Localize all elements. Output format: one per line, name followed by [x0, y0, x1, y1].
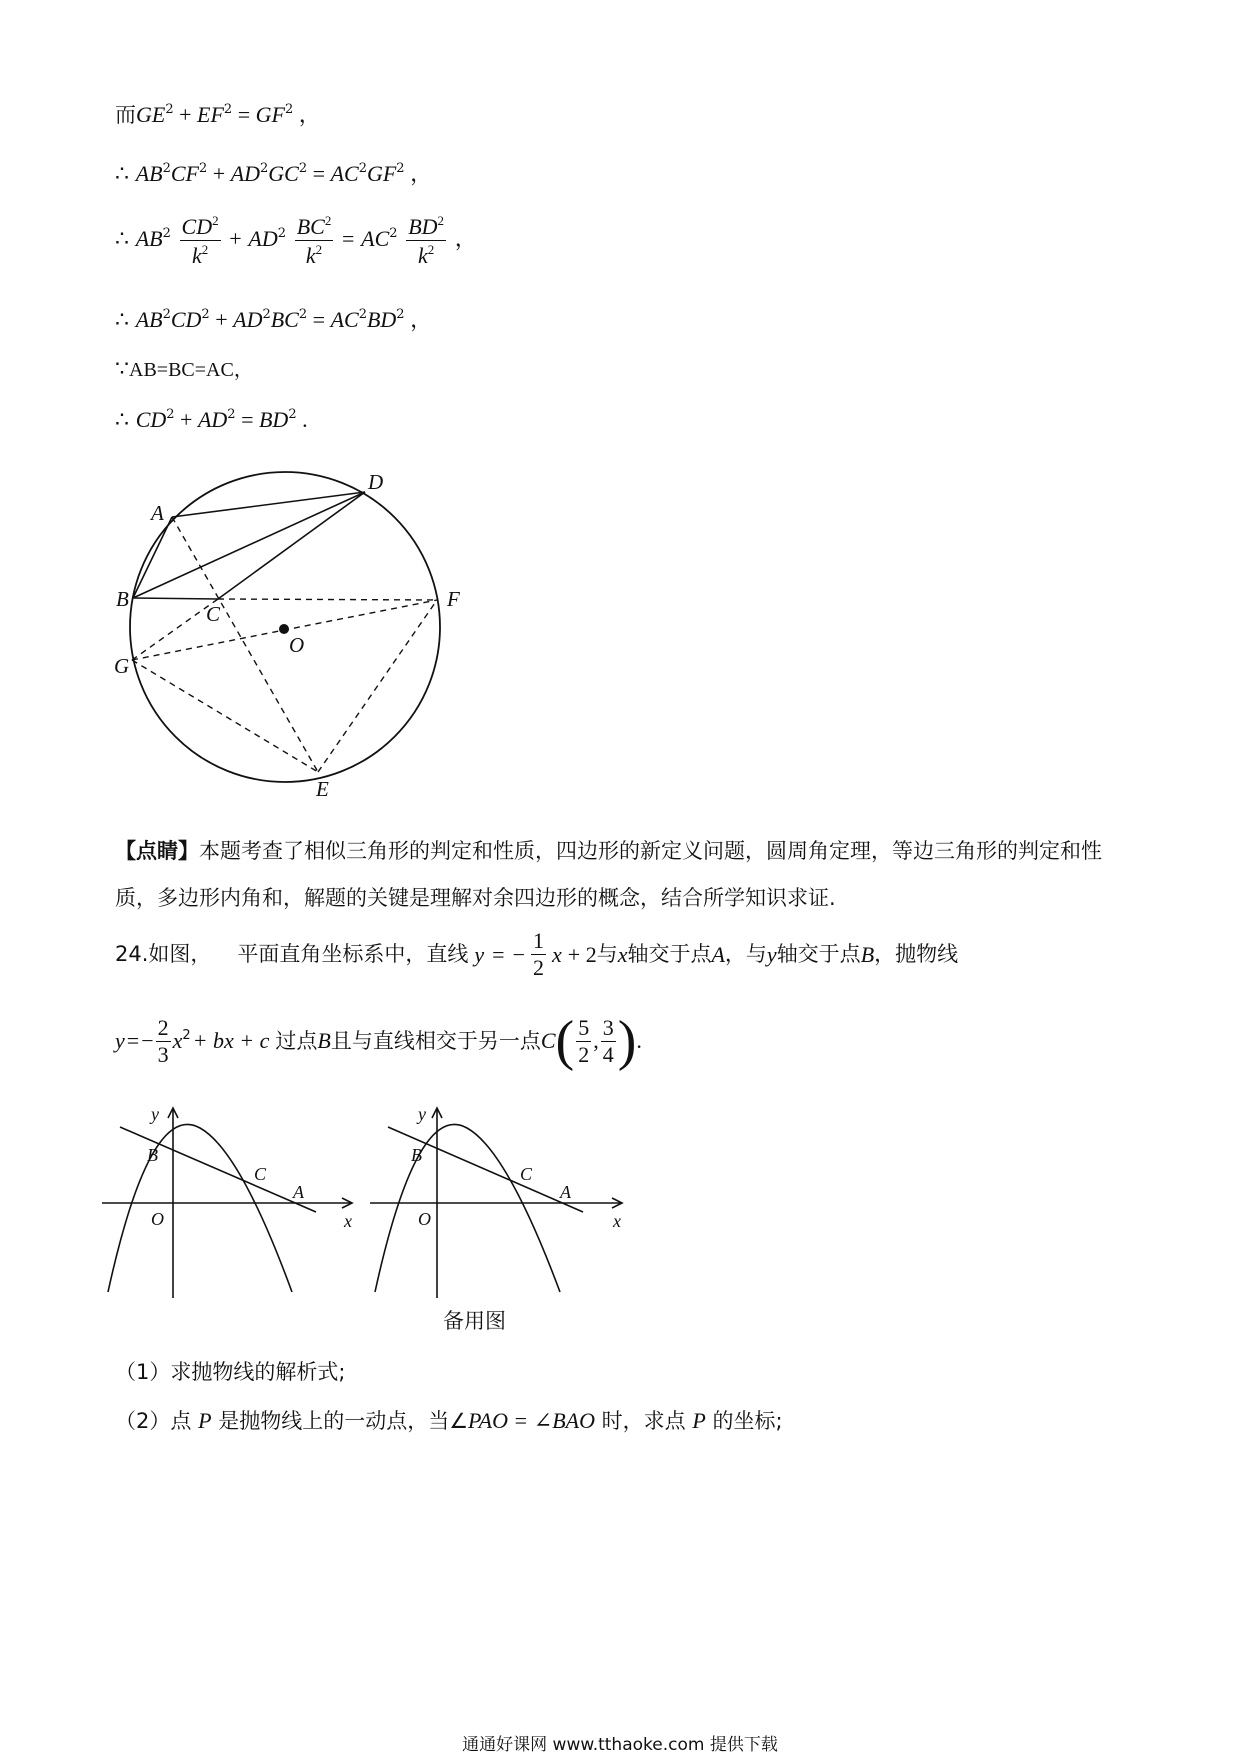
proof-line-2: ∴ $AB^2CF^2 + AD^2GC^2 = AC^2GF^2$ ， — [115, 161, 433, 186]
label-O: O — [289, 633, 305, 657]
svg-text:x: x — [613, 1211, 621, 1231]
label-D: D — [368, 470, 384, 494]
text-er: 而 — [115, 103, 136, 127]
proof-line-1: 而$GE^2 + EF^2 = GF^2$ ， — [115, 102, 321, 127]
parabola-graph-right — [365, 1100, 630, 1310]
label-E: E — [316, 777, 329, 801]
page-footer: 通通好课网 www.tthaoke.com 提供下载 — [462, 1735, 778, 1755]
svg-text:O: O — [418, 1209, 431, 1229]
label-F: F — [447, 587, 460, 611]
svg-text:A: A — [560, 1182, 571, 1202]
fraction-five-halves: $\frac{5}{2}$ — [578, 1014, 590, 1067]
svg-text:C: C — [520, 1164, 533, 1184]
center-dot — [279, 624, 289, 634]
label-A: A — [151, 501, 164, 525]
graph-caption: 备用图 — [443, 1309, 506, 1333]
svg-text:A: A — [293, 1182, 304, 1202]
sub-question-2: （2）点 P 是抛物线上的一动点，当∠PAO = ∠BAO 时，求点 P 的坐标; — [115, 1408, 783, 1433]
right-paren: ) — [617, 1010, 637, 1072]
svg-text:x: x — [344, 1211, 352, 1231]
sub-question-1: （1）求抛物线的解析式; — [115, 1360, 346, 1384]
svg-text:y: y — [418, 1104, 426, 1124]
proof-line-3: ∴ $AB^2$ $\frac{CD^2}{k^2}$ + $AD^2$ $\frac{BC^2}{k^2}$ = $AC^2$ $\frac{BD^2}{k^2}$ ， — [115, 213, 477, 268]
dianjing-paragraph — [115, 828, 1125, 922]
q24-number: 24.如图， — [115, 942, 212, 966]
fraction-two-thirds: $\frac{2}{3}$ — [157, 1014, 169, 1067]
fraction-cd-k: $\frac{CD^2}{k^2}$ — [181, 213, 219, 268]
parabola-graph-left — [95, 1100, 365, 1310]
proof-line-5: ∵AB=BC=AC， — [115, 356, 254, 381]
label-G: G — [114, 654, 130, 678]
label-C: C — [206, 602, 221, 626]
proof-line-6: ∴ $CD^2 + AD^2 = BD^2$ . — [115, 407, 308, 432]
dianjing-text: 本题考查了相似三角形的判定和性质，四边形的新定义问题，圆周角定理，等边三角形的判定和性质，多边形内角和，解题的关键是理解对余四边形的概念，结合所学知识求证. — [115, 839, 1102, 910]
left-paren: ( — [555, 1010, 575, 1072]
svg-text:B: B — [411, 1145, 422, 1165]
label-B: B — [116, 587, 129, 611]
dianjing-tag: 【点睛】 — [115, 839, 199, 863]
circle-geometry-figure — [110, 460, 530, 820]
fraction-one-half: $\frac{1}{2}$ — [533, 928, 545, 980]
fraction-bc-k: $\frac{BC^2}{k^2}$ — [296, 213, 332, 268]
svg-text:C: C — [254, 1164, 267, 1184]
svg-text:y: y — [151, 1104, 159, 1124]
fraction-three-quarters: $\frac{3}{4}$ — [602, 1014, 614, 1067]
svg-text:B: B — [147, 1145, 158, 1165]
fraction-bd-k: $\frac{BD^2}{k^2}$ — [408, 213, 445, 268]
proof-line-4: ∴ $AB^2CD^2 + AD^2BC^2 = AC^2BD^2$ ， — [115, 307, 433, 332]
q24-line-2: y = − $\frac{2}{3}$ x $^2$ + bx + c 过点 B 且与直线相交于另一点 C ( $\frac{5}{2}$ , $\frac{3}{4}$ ) . — [115, 1010, 642, 1072]
svg-text:O: O — [151, 1209, 164, 1229]
q24-line-1: 24.如图， 平面直角坐标系中，直线 y = − $\frac{1}{2}$ x + 2 与 x 轴交于点 A ，与 y 轴交于点 B ，抛物线 — [115, 928, 959, 980]
